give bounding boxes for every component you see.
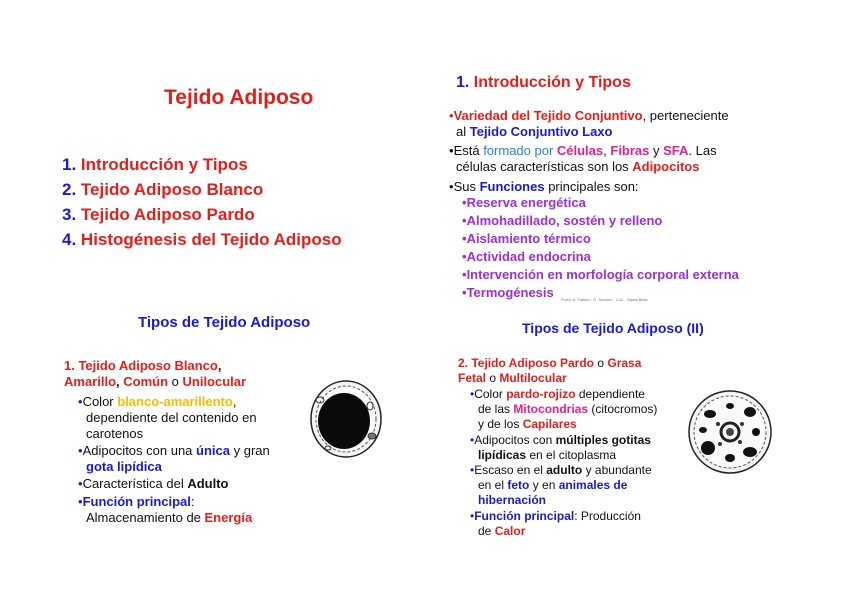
slide2-title [456, 74, 631, 92]
toc-item-1 [62, 155, 248, 175]
text: hibernación [478, 493, 547, 507]
slide2-title-num: 1. [456, 74, 470, 91]
text: adulto [546, 463, 583, 477]
text: en el [478, 478, 508, 492]
text: y de los [478, 417, 523, 431]
bullet: • [449, 179, 454, 194]
text: blanco-amarillento [117, 394, 233, 409]
text: gota lipídica [86, 459, 162, 474]
function-text: Reserva energética [466, 195, 586, 210]
text: principales son: [544, 179, 639, 194]
slide4-heading [458, 356, 641, 386]
text: Adulto [187, 476, 229, 491]
slide2-bullet-2 [449, 143, 717, 175]
text: o [486, 371, 500, 385]
toc-num: 1. [62, 155, 77, 174]
text: Energía [204, 510, 253, 525]
sub-bullet: • [462, 231, 467, 246]
text: Funciones [479, 179, 545, 194]
sub-bullet: • [462, 213, 467, 228]
text: Grasa [607, 356, 642, 370]
function-item [462, 230, 739, 248]
bullet: • [449, 143, 454, 158]
toc-text: Tejido Adiposo Pardo [80, 205, 255, 224]
brown-adipocyte-image [686, 388, 774, 476]
text: formado por [483, 143, 557, 158]
text: , perteneciente [642, 108, 729, 123]
text: 1. Tejido Adiposo Blanco [64, 358, 218, 373]
text: o [168, 374, 183, 389]
slide3-heading [64, 358, 246, 390]
text: Células [556, 143, 604, 158]
text: Fetal [458, 371, 487, 385]
text: de las [478, 402, 514, 416]
toc-text: Introducción y Tipos [80, 155, 248, 174]
slide3-bullet-1: •Color blanco-amarillento, dependiente del contenido en carotenos [78, 394, 257, 441]
text: Multilocular [499, 371, 567, 385]
function-text: Almohadillado, sostén y relleno [466, 213, 663, 228]
text: Color [474, 387, 507, 401]
toc-num: 2. [62, 180, 77, 199]
toc-num: 3. [62, 205, 77, 224]
text: Función principal [474, 509, 575, 523]
toc-item-2 [62, 180, 263, 200]
text: pardo-rojizo [506, 387, 576, 401]
slide3-title: Tipos de Tejido Adiposo [138, 314, 311, 331]
text: y abundante [582, 463, 652, 477]
slide4-bullet-4: •Función principal: Producción de Calor [470, 509, 641, 538]
text: : [190, 494, 195, 509]
toc-text: Histogénesis del Tejido Adiposo [80, 230, 342, 249]
text: y en [529, 478, 559, 492]
function-text: Aislamiento térmico [466, 231, 591, 246]
text: 2. Tejido Adiposo Pardo [458, 356, 595, 370]
slide2-bullet-3 [449, 179, 639, 195]
text: Está [453, 143, 484, 158]
text: células características son los [456, 159, 633, 174]
text: de [478, 524, 495, 538]
text: Función principal [82, 494, 191, 509]
text: múltiples gotitas [555, 433, 651, 447]
bullet: • [449, 108, 454, 123]
slide4-bullet-3: •Escaso en el adulto y abundante en el feto y en animales de hibernación [470, 463, 652, 507]
footnote: Profa. A. Fabian - D. Tavares - U.A. - Santa Bella [561, 297, 648, 302]
text: Adipocitos con una [82, 443, 197, 458]
sub-bullet: • [462, 249, 467, 264]
text: Adipocitos con [474, 433, 556, 447]
text: SFA [663, 143, 689, 158]
text: Adipocitos [632, 159, 700, 174]
function-text: Intervención en morfología corporal externa [466, 267, 739, 282]
text: Unilocular [182, 374, 247, 389]
text: Sus [453, 179, 480, 194]
slide3-bullet-2: •Adipocitos con una única y gran gota lipídica [78, 443, 270, 474]
slide2-title-text: Introducción y Tipos [473, 74, 631, 91]
slide1-title: Tejido Adiposo [164, 86, 314, 109]
slide4-bullet-2: •Adipocitos con múltiples gotitas lipídicas en el citoplasma [470, 433, 651, 462]
function-item [462, 248, 739, 266]
toc-text: Tejido Adiposo Blanco [80, 180, 264, 199]
slide3-bullet-3: •Característica del Adulto [78, 476, 229, 491]
text: Característica del [82, 476, 188, 491]
text: feto [507, 478, 530, 492]
text: , [603, 143, 611, 158]
toc-item-4 [62, 230, 342, 250]
text: lipídicas [478, 448, 527, 462]
text: Común [123, 374, 169, 389]
function-text: Actividad endocrina [466, 249, 591, 264]
function-text: Termogénesis [466, 285, 554, 300]
text: : Producción [574, 509, 641, 523]
text: . Las [688, 143, 717, 158]
text: Color [82, 394, 118, 409]
text: única [196, 443, 230, 458]
text: dependiente [575, 387, 645, 401]
text: en el citoplasma [526, 448, 617, 462]
text: , [116, 374, 124, 389]
slide2-bullet-1 [449, 108, 729, 140]
text: Fibras [610, 143, 650, 158]
text: Capilares [522, 417, 577, 431]
slide4-bullet-1: •Color pardo-rojizo dependiente de las Mitocondrias (citocromos) y de los Capilares [470, 387, 658, 431]
sub-bullet: • [462, 267, 467, 282]
text: dependiente del contenido en [86, 410, 257, 425]
text: y gran [230, 443, 270, 458]
toc-num: 4. [62, 230, 77, 249]
text: Mitocondrias [513, 402, 589, 416]
white-adipocyte-image [308, 378, 384, 460]
text: carotenos [86, 426, 144, 441]
slide4-title: Tipos de Tejido Adiposo (II) [522, 320, 704, 336]
text: (citocromos) [588, 402, 658, 416]
function-item [462, 212, 739, 230]
sub-bullet: • [462, 195, 467, 210]
text: , [232, 394, 237, 409]
toc-item-3 [62, 205, 255, 225]
sub-bullet: • [462, 285, 467, 300]
function-item [462, 194, 739, 212]
functions-list [462, 194, 739, 302]
text: Variedad del Tejido Conjuntivo [453, 108, 643, 123]
function-item [462, 266, 739, 284]
slide3-bullet-4: •Función principal: Almacenamiento de Energía [78, 494, 253, 525]
text: al [456, 124, 470, 139]
text: Amarillo [64, 374, 117, 389]
text: Calor [494, 524, 526, 538]
text: Almacenamiento de [86, 510, 205, 525]
text: , [217, 358, 222, 373]
text: Tejido Conjuntivo Laxo [469, 124, 613, 139]
text: y [649, 143, 664, 158]
text: Escaso en el [474, 463, 547, 477]
text: animales de [558, 478, 628, 492]
text: o [594, 356, 608, 370]
